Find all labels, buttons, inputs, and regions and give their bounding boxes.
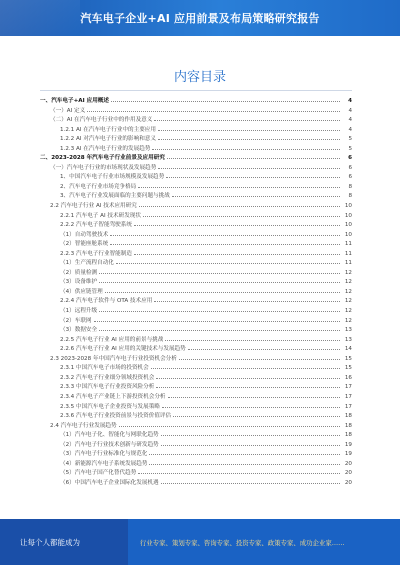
toc-entry-page: 10: [344, 231, 352, 238]
toc-dot-leader: [99, 273, 340, 274]
toc-entry[interactable]: [40, 306, 352, 316]
toc-dot-leader: [94, 321, 340, 322]
toc-entry-page: 4: [348, 107, 352, 114]
toc-entry-page: 5: [348, 136, 352, 143]
toc-entry-page: 10: [344, 212, 352, 219]
toc-entry-label: 2.2.1 汽车电子 AI 技术研发现状: [60, 212, 141, 219]
toc-entry-page: 6: [348, 155, 352, 162]
toc-entry-label: 2.4 汽车电子行业发展趋势: [50, 422, 117, 429]
footer-banner: [0, 519, 400, 565]
toc-entry-page: 12: [344, 317, 352, 324]
toc-entry-page: 4: [348, 126, 352, 133]
footer-slogan: 让每个人都能成为: [20, 538, 80, 547]
toc-dot-leader: [143, 216, 340, 217]
toc-entry-page: 12: [344, 308, 352, 315]
toc-dot-leader: [156, 387, 340, 388]
toc-entry-label: （1）汽车电子化、智能化与网联化趋势: [60, 432, 159, 439]
toc-dot-leader: [151, 368, 340, 369]
toc-entry-label: 1.2.2 AI 对汽车电子行业的影响和意义: [60, 136, 156, 143]
toc-dot-leader: [138, 473, 340, 474]
toc-entry-page: 10: [344, 222, 352, 229]
toc-entry-page: 6: [348, 164, 352, 171]
toc-dot-leader: [99, 282, 340, 283]
toc-entry-page: 6: [348, 174, 352, 181]
toc-dot-leader: [87, 111, 340, 112]
toc-entry-label: 1.2.3 AI 在汽车电子行业的发展趋势: [60, 145, 151, 152]
toc-entry[interactable]: [40, 421, 352, 431]
toc-entry-page: 19: [344, 441, 352, 448]
toc-entry[interactable]: [40, 191, 352, 201]
toc-entry-page: 11: [344, 250, 352, 257]
toc-entry-label: （3）设备维护: [60, 279, 98, 286]
toc-entry-label: 1.2.1 AI 在汽车电子行业中的主要应用: [60, 126, 156, 133]
toc-entry-page: 8: [348, 183, 352, 190]
toc-dot-leader: [139, 206, 340, 207]
toc-entry-page: 19: [344, 451, 352, 458]
toc-entry[interactable]: [40, 230, 352, 240]
toc-entry[interactable]: [40, 268, 352, 278]
toc-dot-leader: [172, 196, 340, 197]
toc-dot-leader: [154, 120, 340, 121]
toc-entry-label: （二）AI 在汽车电子行业中的作用及意义: [50, 117, 153, 124]
toc-entry[interactable]: [40, 258, 352, 268]
toc-entry-label: 2.2 汽车电子行业 AI 技术应用研究: [50, 203, 137, 210]
toc-entry-label: 1、中国汽车电子行业市场规模及发展趋势: [60, 174, 165, 181]
toc-entry-page: 17: [344, 384, 352, 391]
toc-entry-page: 20: [344, 479, 352, 486]
toc-entry-page: 4: [348, 98, 352, 104]
toc-entry-page: 15: [344, 355, 352, 362]
toc-dot-leader: [158, 168, 340, 169]
toc-dot-leader: [173, 416, 340, 417]
toc-entry-page: 11: [344, 260, 352, 267]
toc-entry-label: 2.3.1 中国汽车电子市场的投资机会: [60, 365, 149, 372]
toc-entry-label: 2.3 2023-2028 年中国汽车电子行业投资机会分析: [50, 355, 177, 362]
footer-left-panel: [0, 519, 128, 565]
toc-dot-leader: [138, 187, 340, 188]
table-of-contents: [40, 96, 352, 487]
toc-dot-leader: [110, 235, 340, 236]
toc-entry[interactable]: [40, 106, 352, 116]
toc-dot-leader: [158, 139, 340, 140]
toc-entry-page: 20: [344, 470, 352, 477]
toc-entry-label: （1）远程升级: [60, 308, 98, 315]
toc-entry[interactable]: [40, 430, 352, 440]
report-header-banner: [0, 0, 400, 36]
toc-entry-page: 14: [344, 346, 352, 353]
toc-entry-label: （1）生产流程自动化: [60, 260, 114, 267]
toc-dot-leader: [134, 254, 340, 255]
toc-entry[interactable]: [40, 201, 352, 211]
toc-entry[interactable]: [40, 125, 352, 135]
toc-entry-page: 8: [348, 193, 352, 200]
toc-entry-page: 13: [344, 336, 352, 343]
toc-entry-label: 2.3.6 汽车电子行业投资前景与投资价值评估: [60, 413, 172, 420]
toc-dot-leader: [161, 435, 340, 436]
toc-dot-leader: [154, 301, 340, 302]
toc-dot-leader: [179, 359, 340, 360]
toc-entry[interactable]: [40, 172, 352, 182]
toc-dot-leader: [162, 407, 340, 408]
toc-entry-page: 10: [344, 203, 352, 210]
toc-dot-leader: [134, 225, 340, 226]
toc-entry-page: 16: [344, 374, 352, 381]
toc-entry-label: （一）汽车电子行业的市场现状及发展趋势: [50, 164, 157, 171]
toc-entry[interactable]: [40, 134, 352, 144]
toc-entry[interactable]: [40, 392, 352, 402]
toc-entry-label: （2）车联网: [60, 317, 92, 324]
toc-entry[interactable]: [40, 153, 352, 163]
toc-entry-label: （4）供应链管理: [60, 288, 103, 295]
toc-entry-page: 20: [344, 460, 352, 467]
toc-dot-leader: [99, 311, 340, 312]
toc-entry-page: 17: [344, 403, 352, 410]
toc-entry-label: 3、汽车电子行业发展面临的主要问题与挑战: [60, 193, 170, 200]
toc-entry-page: 12: [344, 288, 352, 295]
toc-dot-leader: [99, 330, 340, 331]
toc-entry-label: 2.2.6 汽车电子行业 AI 应用的关键技术与发展趋势: [60, 346, 186, 353]
toc-entry-label: （6）中国汽车电子企业国际化发展机遇: [60, 479, 159, 486]
toc-entry[interactable]: [40, 249, 352, 259]
toc-entry[interactable]: [40, 335, 352, 345]
toc-entry-label: 二、2023-2028 年汽车电子行业前景及应用研究: [40, 155, 165, 162]
toc-dot-leader: [161, 483, 340, 484]
toc-entry[interactable]: [40, 363, 352, 373]
toc-entry-page: 18: [344, 413, 352, 420]
toc-entry-page: 11: [344, 241, 352, 248]
toc-entry[interactable]: [40, 277, 352, 287]
toc-entry-label: （5）汽车电子国产化替代趋势: [60, 470, 137, 477]
toc-dot-leader: [188, 349, 340, 350]
toc-entry-page: 13: [344, 327, 352, 334]
toc-entry-label: 2.3.5 中国汽车电子企业投资与发展策略: [60, 403, 160, 410]
toc-entry-label: 2.3.2 汽车电子行业细分领域投资机会: [60, 374, 155, 381]
toc-entry[interactable]: [40, 316, 352, 326]
toc-entry-label: 2.2.4 汽车电子软件与 OTA 技术应用: [60, 298, 153, 305]
toc-entry-label: （3）汽车电子行业标准化与规范化: [60, 451, 148, 458]
toc-entry-page: 12: [344, 269, 352, 276]
toc-entry-label: 2.3.4 汽车电子产业链上下游投资机会分析: [60, 393, 166, 400]
toc-dot-leader: [168, 397, 340, 398]
toc-entry[interactable]: [40, 115, 352, 125]
toc-entry[interactable]: [40, 382, 352, 392]
toc-entry[interactable]: [40, 402, 352, 412]
toc-entry-page: 12: [344, 298, 352, 305]
toc-entry[interactable]: [40, 411, 352, 421]
toc-entry-label: 2、汽车电子行业市场竞争格局: [60, 183, 137, 190]
toc-entry[interactable]: [40, 182, 352, 192]
toc-entry-label: （4）新能源汽车电子系统发展趋势: [60, 460, 148, 467]
toc-entry[interactable]: [40, 478, 352, 488]
toc-entry-label: （1）自动驾驶技术: [60, 231, 109, 238]
toc-entry-page: 12: [344, 279, 352, 286]
toc-entry[interactable]: [40, 344, 352, 354]
toc-entry[interactable]: [40, 163, 352, 173]
toc-entry[interactable]: [40, 449, 352, 459]
toc-entry[interactable]: [40, 220, 352, 230]
toc-entry[interactable]: [40, 96, 352, 106]
toc-dot-leader: [111, 101, 340, 102]
toc-dot-leader: [161, 445, 340, 446]
toc-entry[interactable]: [40, 144, 352, 154]
toc-entry[interactable]: [40, 296, 352, 306]
toc-dot-leader: [152, 149, 340, 150]
toc-entry-label: （2）质量检测: [60, 269, 98, 276]
toc-dot-leader: [167, 158, 340, 159]
toc-entry[interactable]: [40, 239, 352, 249]
toc-divider: [40, 90, 352, 91]
toc-entry-label: 2.3.3 中国汽车电子行业投资风险分析: [60, 384, 155, 391]
toc-entry[interactable]: [40, 468, 352, 478]
toc-dot-leader: [149, 464, 340, 465]
toc-entry-label: 2.2.3 汽车电子行业智能制造: [60, 250, 132, 257]
toc-entry[interactable]: [40, 440, 352, 450]
toc-entry-label: 2.2.2 汽车电子智能驾驶系统: [60, 222, 132, 229]
toc-entry-page: 18: [344, 432, 352, 439]
toc-dot-leader: [165, 340, 340, 341]
toc-heading: 内容目录: [173, 70, 226, 85]
toc-entry-label: （2）智能座舱系统: [60, 241, 109, 248]
toc-entry[interactable]: [40, 287, 352, 297]
toc-entry-label: （3）数据安全: [60, 327, 98, 334]
toc-entry[interactable]: [40, 325, 352, 335]
toc-dot-leader: [119, 426, 340, 427]
toc-dot-leader: [110, 244, 340, 245]
toc-entry[interactable]: [40, 373, 352, 383]
toc-entry[interactable]: [40, 211, 352, 221]
toc-entry-label: （一）AI 定义: [50, 107, 86, 114]
toc-dot-leader: [158, 130, 340, 131]
toc-dot-leader: [116, 263, 340, 264]
toc-entry-label: 一、汽车电子+AI 应用概述: [40, 98, 109, 104]
toc-dot-leader: [156, 378, 340, 379]
toc-entry-page: 17: [344, 393, 352, 400]
toc-entry-page: 5: [348, 145, 352, 152]
toc-entry-page: 4: [348, 117, 352, 124]
toc-entry-label: （2）汽车电子行业技术创新与研发趋势: [60, 441, 159, 448]
toc-entry-page: 15: [344, 365, 352, 372]
footer-roles: 行业专家、策划专家、咨询专家、投资专家、政策专家、成功企业家……: [140, 539, 345, 547]
toc-entry[interactable]: [40, 354, 352, 364]
toc-entry-page: 18: [344, 422, 352, 429]
report-title: 汽车电子企业+AI 应用前景及布局策略研究报告: [80, 12, 320, 25]
toc-dot-leader: [149, 454, 340, 455]
toc-dot-leader: [105, 292, 340, 293]
toc-entry-label: 2.2.5 汽车电子行业 AI 应用的前景与挑战: [60, 336, 164, 343]
toc-dot-leader: [166, 177, 340, 178]
toc-entry[interactable]: [40, 459, 352, 469]
